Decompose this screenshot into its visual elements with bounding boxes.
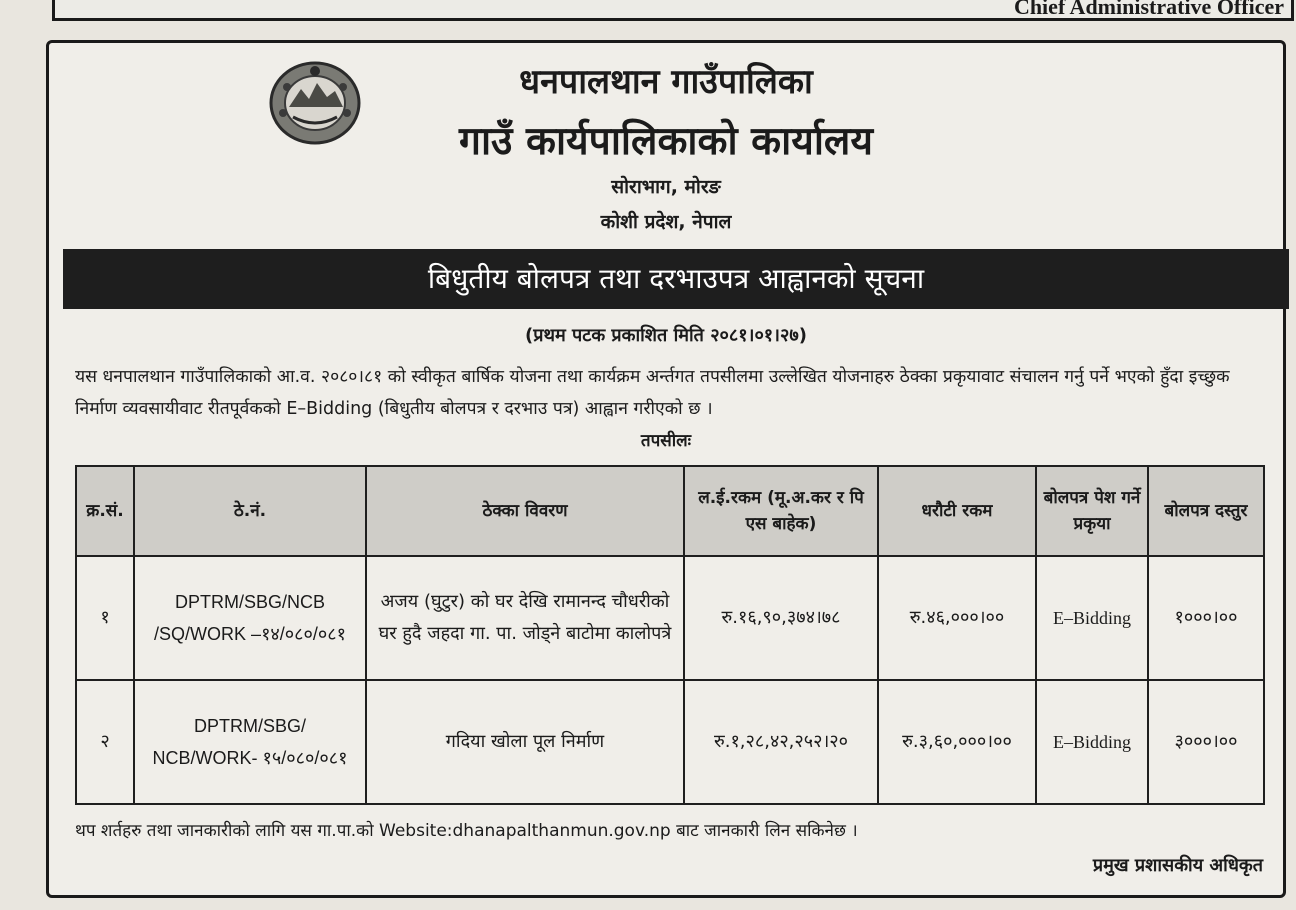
notice-title-banner: बिधुतीय बोलपत्र तथा दरभाउपत्र आह्वानको सूचना (63, 249, 1289, 309)
row-serial: १ (76, 556, 134, 680)
intro-paragraph: यस धनपालथान गाउँपालिकाको आ.व. २०८०।८१ को स्वीकृत बार्षिक योजना तथा कार्यक्रम अर्न्तगत तपसीलमा उल्लेखित योजनाहरु ठेक्का प्रकृयावाट संचालन गर्नु पर्ने भएको हुँदा इच्छुक निर्माण व्यवसायीवाट रीतपूर्वकको E–Bidding (बिधुतीय बोलपत्र र दरभाउ पत्र) आह्वान गरीएको छ । (75, 367, 1230, 419)
row-submission-process: E–Bidding (1036, 556, 1148, 680)
address-line-1: सोराभाग, मोरङ (611, 176, 721, 198)
office-name: गाउँ कार्यपालिकाको कार्यालय (459, 119, 873, 164)
row-bid-fee: १०००।०० (1148, 556, 1264, 680)
address-line-2: कोशी प्रदेश, नेपाल (600, 211, 732, 233)
row-contract-no: DPTRM/SBG/ NCB/WORK- १५/०८०/०८१ (134, 680, 366, 804)
row-cost-estimate: रु.१,२८,४२,२५२।२० (684, 680, 878, 804)
header-serial: क्र.सं. (76, 466, 134, 556)
publication-date: (प्रथम पटक प्रकाशित मिति २०८१।०१।२७) (525, 325, 807, 346)
header-bid-security: धरौटी रकम (878, 466, 1036, 556)
row-bid-security: रु.३,६०,०००।०० (878, 680, 1036, 804)
footer-note: थप शर्तहरु तथा जानकारीको लागि यस गा.पा.को Website:dhanapalthanmun.gov.np बाट जानकारी लिन सकिनेछ । (75, 821, 858, 841)
row-submission-process: E–Bidding (1036, 680, 1148, 804)
row-description: अजय (घुटुर) को घर देखि रामानन्द चौधरीको घर हुदै जहदा गा. पा. जोड्ने बाटोमा कालोपत्रे (366, 556, 684, 680)
previous-notice-signature: Chief Administrative Officer (1013, 0, 1284, 19)
tender-table (75, 465, 1265, 805)
header-contract-no: ठे.नं. (134, 466, 366, 556)
row-serial: २ (76, 680, 134, 804)
table-row (76, 556, 1264, 680)
details-heading: तपसीलः (640, 431, 692, 451)
row-cost-estimate: रु.१६,९०,३७४।७८ (684, 556, 878, 680)
header-bid-fee: बोलपत्र दस्तुर (1148, 466, 1264, 556)
signature-title: प्रमुख प्रशासकीय अधिकृत (1092, 855, 1263, 876)
row-description: गदिया खोला पूल निर्माण (366, 680, 684, 804)
table-header-row (76, 466, 1264, 556)
header-cost-estimate: ल.ई.रकम (मू.अ.कर र पि एस बाहेक) (684, 466, 878, 556)
row-contract-no: DPTRM/SBG/NCB /SQ/WORK –१४/०८०/०८१ (134, 556, 366, 680)
row-bid-fee: ३०००।०० (1148, 680, 1264, 804)
tender-notice (46, 40, 1286, 898)
row-bid-security: रु.४६,०००।०० (878, 556, 1036, 680)
header-description: ठेक्का विवरण (366, 466, 684, 556)
municipality-name: धनपालथान गाउँपालिका (519, 62, 813, 102)
header-submission-process: बोलपत्र पेश गर्ने प्रकृया (1036, 466, 1148, 556)
table-row (76, 680, 1264, 804)
